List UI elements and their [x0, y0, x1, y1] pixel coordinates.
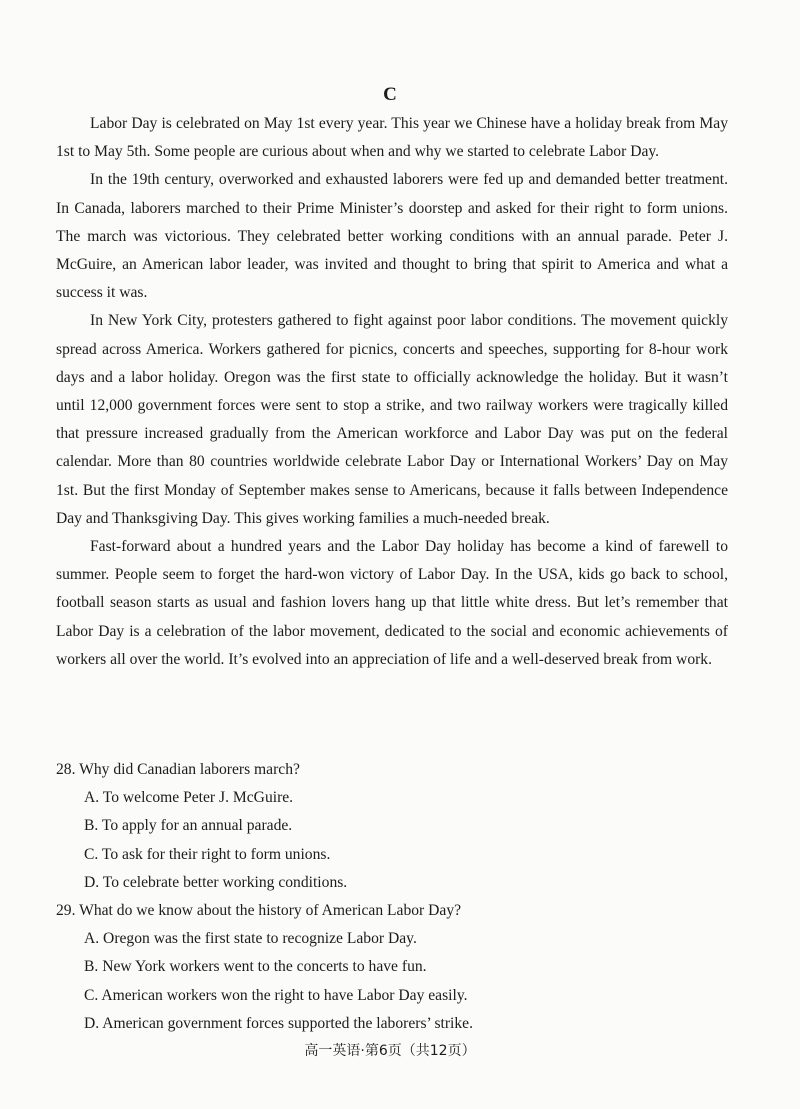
question-stem: 29. What do we know about the history of American Labor Day? — [56, 902, 462, 920]
reading-passage — [56, 110, 728, 674]
option-a: A. To welcome Peter J. McGuire. — [84, 789, 294, 807]
option-d: D. To celebrate better working conditions. — [84, 873, 348, 891]
question-list — [56, 756, 728, 1038]
passage-paragraph: Labor Day is celebrated on May 1st every year. This year we Chinese have a holiday break from May 1st to May 5th. Some people are curious about when and why we started to celebrate Labor Day. — [56, 115, 728, 161]
question-29 — [56, 897, 728, 1038]
option-a: A. Oregon was the first state to recognize Labor Day. — [84, 930, 417, 948]
option-list — [56, 784, 728, 897]
option-b: B. To apply for an annual parade. — [84, 817, 293, 835]
option-c: C. American workers won the right to have Labor Day easily. — [84, 986, 468, 1004]
question-stem: 28. Why did Canadian laborers march? — [56, 761, 300, 778]
question-28 — [56, 756, 728, 897]
option-b: B. New York workers went to the concerts to have fun. — [84, 958, 427, 976]
passage-paragraph: In the 19th century, overworked and exhausted laborers were fed up and demanded better treatment. In Canada, laborers marched to their Prime Minister’s doorstep and asked for their right to form unions. The march was victorious. They celebrated better working conditions with an annual parade. Peter J. McGuire, an American labor leader, was invited and thought to bring that spirit to America and what a success it was. — [56, 171, 728, 302]
option-d: D. American government forces supported the laborers’ strike. — [84, 1014, 473, 1032]
page-footer: 高一英语·第6页（共12页） — [304, 1043, 476, 1059]
passage-paragraph: Fast-forward about a hundred years and the Labor Day holiday has become a kind of farewell to summer. People seem to forget the hard-won victory of Labor Day. In the USA, kids go back to school, football season starts as usual and fashion lovers hang up that little white dress. But let’s remember that Labor Day is a celebration of the labor movement, dedicated to the social and economic achievements of workers all over the world. It’s evolved into an appreciation of life and a well-deserved break from work. — [56, 538, 728, 668]
passage-paragraph: In New York City, protesters gathered to fight against poor labor conditions. The movement quickly spread across America. Workers gathered for picnics, concerts and speeches, supporting for 8-hour work days and a labor holiday. Oregon was the first state to officially acknowledge the holiday. But it wasn’t until 12,000 government forces were sent to stop a strike, and two railway workers were tragically killed that pressure increased gradually from the American workforce and Labor Day was put on the federal calendar. More than 80 countries worldwide celebrate Labor Day or International Workers’ Day on May 1st. But the first Monday of September makes sense to Americans, because it falls between Independence Day and Thanksgiving Day. This gives working families a much-needed break. — [56, 312, 728, 527]
option-list — [56, 925, 728, 1038]
option-c: C. To ask for their right to form unions. — [84, 845, 331, 863]
section-title: C — [383, 84, 397, 105]
